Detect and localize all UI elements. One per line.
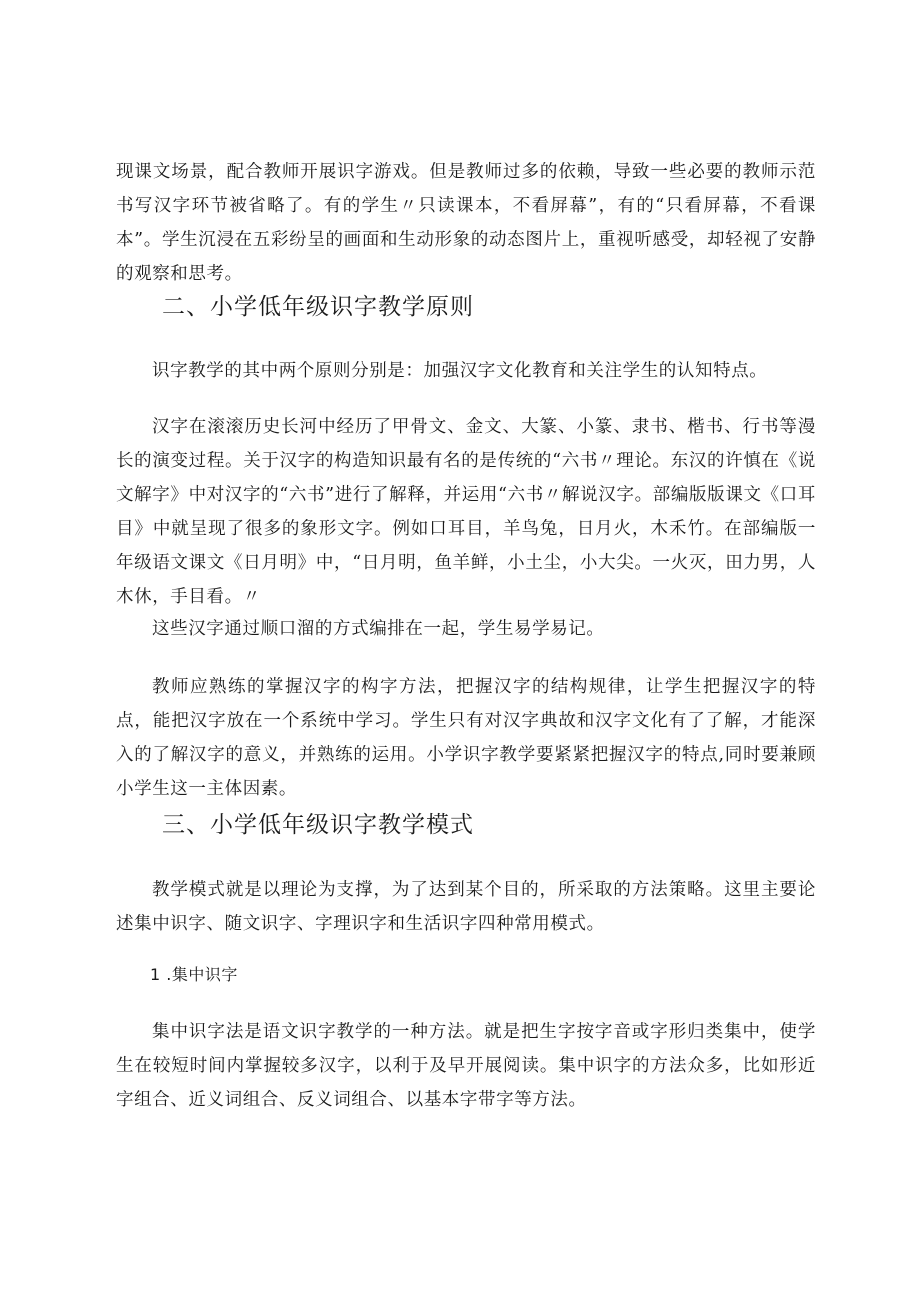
paragraph-concentrated: 集中识字法是语文识字教学的一种方法。就是把生字按字音或字形归类集中，使学生在较短时间内掌握较多汉字，以利于及早开展阅读。集中识字的方法众多，比如形近字组合、近义词组合、反义词组合、以基本字带字等方法。 xyxy=(116,1022,816,1110)
subheading-concentrated: 1 .集中识字 xyxy=(150,965,238,984)
paragraph-principles: 识字教学的其中两个原则分别是：加强汉字文化教育和关注学生的认知特点。 xyxy=(152,361,768,381)
paragraph-history: 汉字在滚滚历史长河中经历了甲骨文、金文、大篆、小篆、隶书、楷书、行书等漫长的演变过程。关于汉字的构造知识最有名的是传统的“六书〃理论。东汉的许慎在《说文解字》中对汉字的“六书”进行了解释，并运用“六书〃解说汉字。部编版版课文《口耳目》中就呈现了很多的象形文字。例如口耳目，羊鸟兔，日月火，木禾竹。在部编版一年级语文课文《日月明》中，“日月明，鱼羊鲜，小土尘，小大尖。一火灭，田力男，人木休，手目看。〃 xyxy=(116,417,816,607)
paragraph-modes: 教学模式就是以理论为支撑，为了达到某个目的，所采取的方法策略。这里主要论述集中识字、随文识字、字理识字和生活识字四种常用模式。 xyxy=(116,880,816,934)
paragraph-intro: 现课文场景，配合教师开展识字游戏。但是教师过多的依赖，导致一些必要的教师示范书写汉字环节被省略了。有的学生〃只读课本，不看屏幕”，有的“只看屏幕，不看课本”。学生沉浸在五彩纷呈的画面和生动形象的动态图片上，重视听感受，却轻视了安静的观察和思考。 xyxy=(116,162,816,284)
paragraph-teacher: 教师应熟练的掌握汉字的构字方法，把握汉字的结构规律，让学生把握汉字的特点，能把汉字放在一个系统中学习。学生只有对汉字典故和汉字文化有了了解，才能深入的了解汉字的意义，并熟练的运用。小学识字教学要紧紧把握汉字的特点,同时要兼顾小学生这一主体因素。 xyxy=(116,677,816,799)
paragraph-rhyme: 这些汉字通过顺口溜的方式编排在一起，学生易学易记。 xyxy=(152,619,605,639)
section-heading-3: 三、小学低年级识字教学模式 xyxy=(162,812,474,838)
section-heading-2: 二、小学低年级识字教学原则 xyxy=(162,294,474,320)
